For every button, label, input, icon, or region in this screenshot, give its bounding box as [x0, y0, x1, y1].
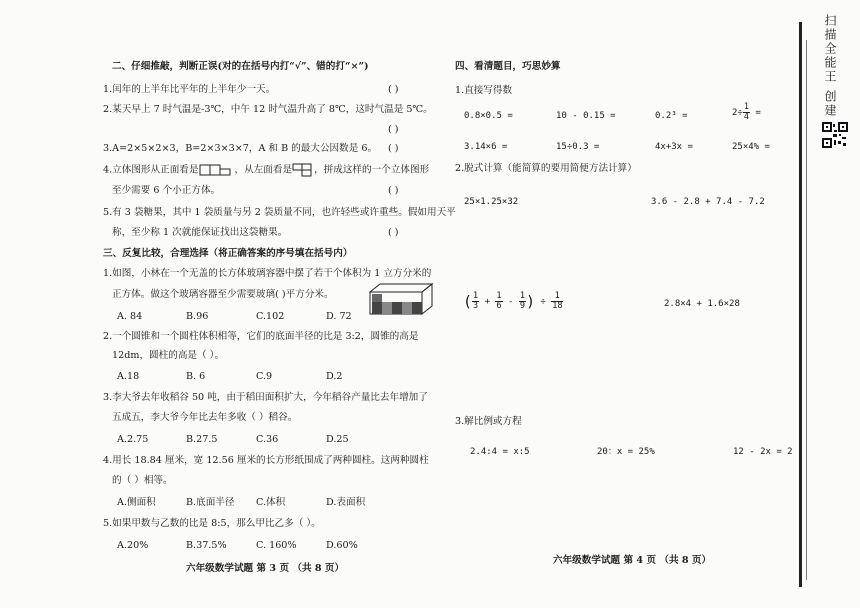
choice-question-1: 1.如图，小林在一个无盖的长方体玻璃容器中摆了若干个体积为 1 立方分米的 — [103, 268, 432, 279]
option-a: A.2.75 — [117, 434, 149, 445]
choice-question-1-cont: 正方体。做这个玻璃容器至少需要玻璃( )平方分米。 — [112, 289, 334, 300]
step-calc-1: 25×1.25×32 — [464, 197, 519, 207]
step-calc-4: 2.8×4 + 1.6×28 — [664, 299, 740, 309]
answer-paren: ( ) — [388, 124, 399, 135]
option-c: C.102 — [256, 311, 285, 322]
scanner-watermark-text: 扫描全能王 创建 — [823, 14, 837, 118]
left-view-figure — [292, 163, 314, 177]
mental-calc-7: 4x+3x = — [655, 142, 693, 152]
front-view-figure — [199, 164, 235, 176]
option-c: C.9 — [256, 371, 273, 382]
option-c: C.体积 — [256, 497, 286, 508]
choice-question-2-cont: 12dm，圆柱的高是（ ）。 — [112, 350, 225, 361]
judge-question-4-cont: 至少需要 6 个小正方体。 — [112, 185, 221, 196]
answer-paren: ( ) — [388, 227, 399, 238]
option-a: A.20% — [117, 540, 149, 551]
judge-question-4: 4.立体图形从正面看是 ，从左面看是 ，拼成这样的一个立体图形 — [103, 164, 430, 176]
judge-question-3: 3.A=2×5×2×3，B=2×3×3×7，A 和 B 的最大公因数是 6。 — [103, 143, 378, 154]
option-d: D. 72 — [326, 311, 352, 322]
judge-question-2: 2.某天早上 7 时气温是-3℃，中午 12 时气温升高了 8℃，这时气温是 5℃。 — [103, 104, 433, 115]
section-3-title: 三、反复比较，合理选择（将正确答案的序号填在括号内） — [103, 248, 353, 259]
option-c: C.36 — [256, 434, 279, 445]
equation-3: 12 - 2x = 2 — [733, 447, 793, 457]
equation-1: 2.4:4 = x:5 — [470, 447, 530, 457]
part-1-heading: 1.直接写得数 — [455, 85, 513, 96]
option-b: B. 6 — [186, 371, 206, 382]
judge-question-5-cont: 称，至少称 1 次就能保证找出这袋糖果。 — [112, 227, 288, 238]
glass-container-figure — [368, 282, 434, 316]
binding-line — [799, 22, 802, 587]
part-2-heading: 2.脱式计算（能简算的要用简便方法计算） — [455, 163, 637, 174]
binding-line-thin — [806, 40, 807, 580]
mental-calc-4: 2÷ $\frac{1}{4}$ = — [732, 102, 761, 122]
choice-question-3: 3.李大爷去年收稻谷 50 吨，由于稻田面积扩大，今年稻谷产量比去年增加了 — [103, 392, 428, 403]
equation-2: 20：x = 25% — [597, 447, 655, 457]
step-calc-2: 3.6 - 2.8 + 7.4 - 7.2 — [651, 197, 765, 207]
judge-question-5: 5.有 3 袋糖果，其中 1 袋质量与另 2 袋质量不同，也许轻些或许重些。假如用天平 — [103, 207, 456, 218]
mental-calc-6: 15÷0.3 = — [556, 142, 600, 152]
option-b: B.27.5 — [186, 434, 218, 445]
mental-calc-1: 0.8×0.5 = — [464, 111, 513, 121]
option-a: A.18 — [117, 371, 140, 382]
page-footer-right: 六年级数学试题 第 4 页 （共 8 页） — [553, 555, 712, 566]
qr-code-icon — [822, 122, 848, 148]
option-a: A. 84 — [117, 311, 143, 322]
judge-question-1: 1.闰年的上半年比平年的上半年少一天。 — [103, 84, 276, 95]
mental-calc-8: 25×4% = — [732, 142, 770, 152]
step-calc-3: ( $\frac{1}{3}$ + $\frac{1}{6}$ - $\frac{1}{9}$ ) ÷ $\frac{1}{18}$ — [463, 291, 563, 311]
part-3-heading: 3.解比例或方程 — [455, 416, 522, 427]
option-b: B.37.5% — [186, 540, 227, 551]
option-b: B.96 — [186, 311, 209, 322]
option-c: C. 160% — [256, 540, 297, 551]
answer-paren: ( ) — [388, 84, 399, 95]
option-b: B.底面半径 — [186, 497, 235, 508]
option-d: D.2 — [326, 371, 343, 382]
option-d: D.60% — [326, 540, 358, 551]
choice-question-4-cont: 的（ ）相等。 — [112, 475, 173, 486]
choice-question-3-cont: 五成五，李大爷今年比去年多收（ ）稻谷。 — [112, 412, 298, 423]
mental-calc-5: 3.14×6 = — [464, 142, 508, 152]
option-a: A.侧面积 — [117, 497, 156, 508]
answer-paren: ( ) — [388, 143, 399, 154]
page-footer-left: 六年级数学试题 第 3 页 （共 8 页） — [186, 563, 345, 574]
option-d: D.表面积 — [326, 497, 366, 508]
mental-calc-3: 0.2³ = — [655, 111, 688, 121]
choice-question-5: 5.如果甲数与乙数的比是 8:5，那么甲比乙多（ ）。 — [103, 518, 321, 529]
option-d: D.25 — [326, 434, 349, 445]
choice-question-2: 2.一个圆锥和一个圆柱体积相等，它们的底面半径的比是 3:2，圆锥的高是 — [103, 331, 419, 342]
section-2-title: 二、仔细推敲，判断正误(对的在括号内打“√”、错的打“×”) — [112, 61, 369, 72]
section-4-title: 四、看清题目，巧思妙算 — [455, 61, 561, 72]
mental-calc-2: 10 - 0.15 = — [556, 111, 616, 121]
choice-question-4: 4.用长 18.84 厘米，宽 12.56 厘米的长方形纸围成了两种圆柱。这两种圆柱 — [103, 455, 429, 466]
answer-paren: ( ) — [388, 185, 399, 196]
